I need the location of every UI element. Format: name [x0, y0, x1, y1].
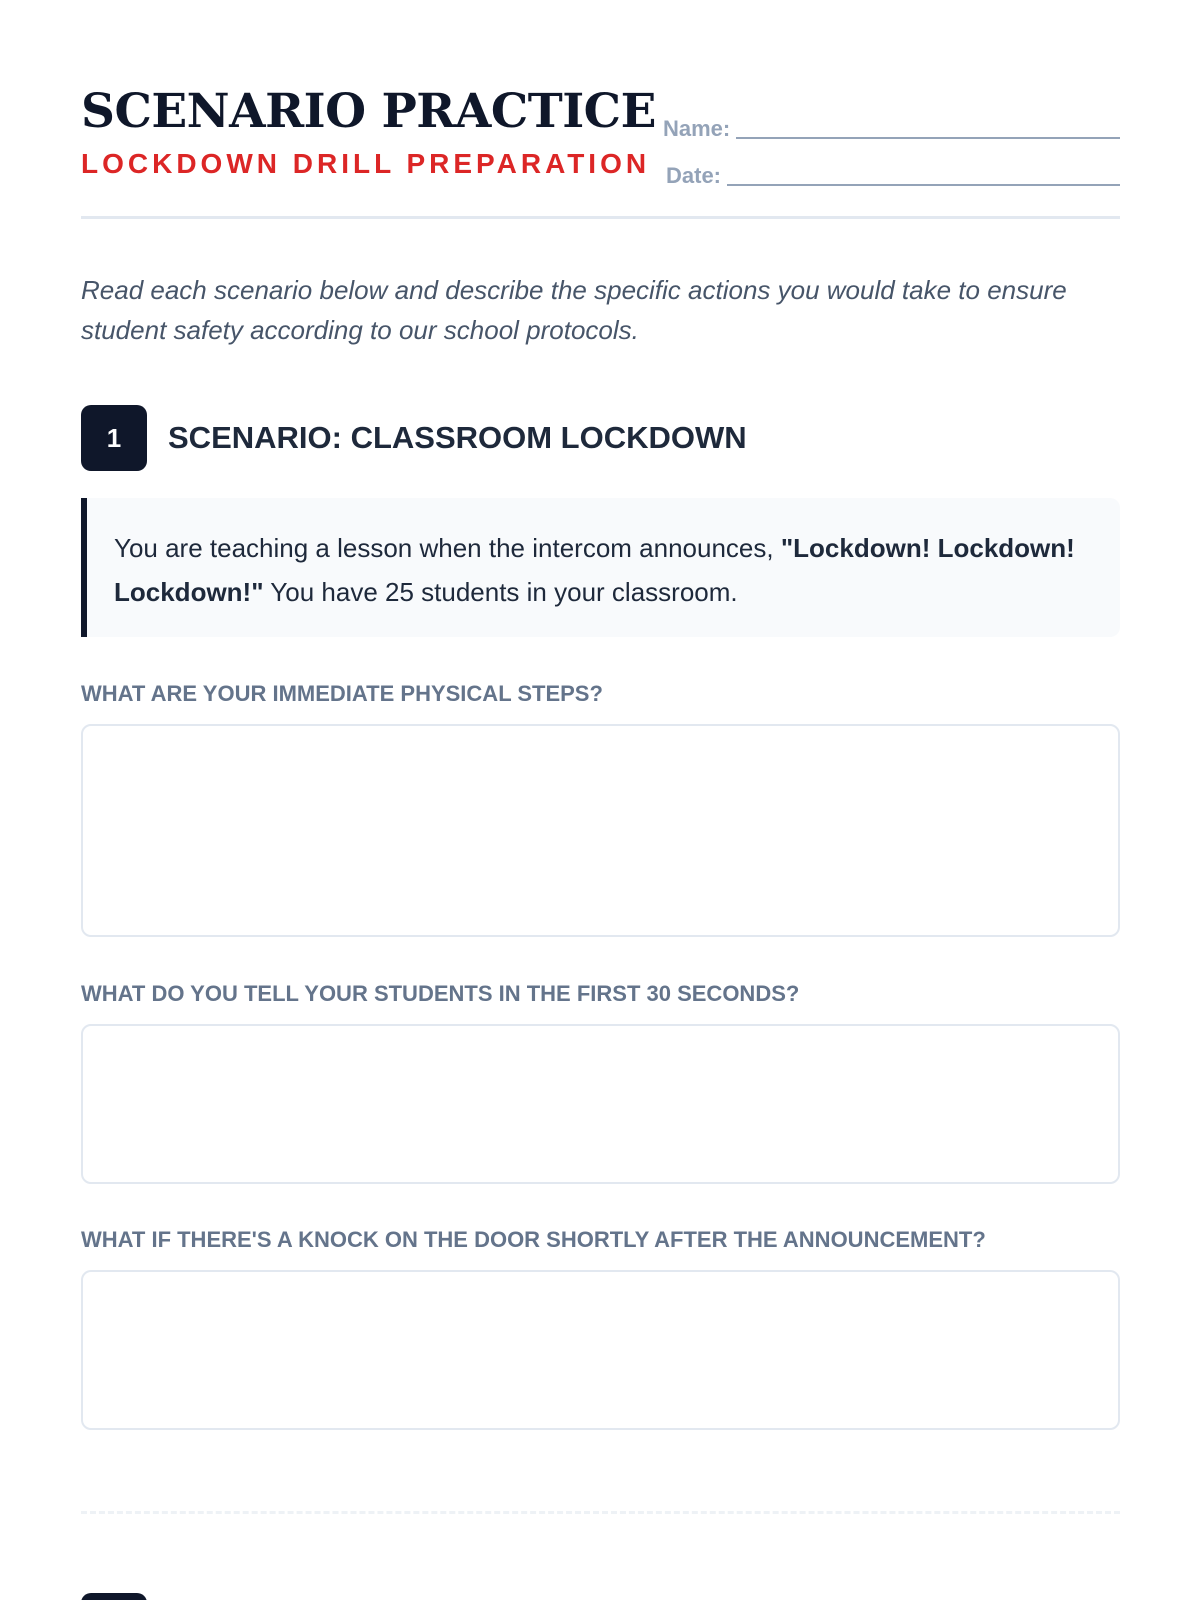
scenario-text-intro: You are teaching a lesson when the intercom announces,: [114, 533, 781, 563]
instructions-text: Read each scenario below and describe the specific actions you would take to ensure student safety according to our school protocols.: [81, 275, 1067, 345]
scenario-number-badge: 1: [81, 405, 147, 471]
question-2-answer-box[interactable]: [81, 1024, 1120, 1184]
name-field[interactable]: [663, 108, 1120, 142]
name-line[interactable]: [736, 137, 1120, 139]
question-3-answer-box[interactable]: [81, 1270, 1120, 1430]
question-1-answer-box[interactable]: [81, 724, 1120, 937]
page-subtitle: LOCKDOWN DRILL PREPARATION: [81, 148, 651, 179]
date-line[interactable]: [727, 184, 1120, 186]
scenario-text-detail: You have 25 students in your classroom.: [263, 577, 738, 607]
scenario-text-announcement: "Lockdown! Lockdown! Lockdown!": [114, 533, 1075, 607]
worksheet-header: [81, 82, 1120, 219]
page-title: SCENARIO PRACTICE: [81, 84, 656, 139]
question-2-label: WHAT DO YOU TELL YOUR STUDENTS IN THE FIRST 30 SECONDS?: [81, 981, 800, 1006]
date-field[interactable]: [666, 155, 1120, 189]
question-1-label: WHAT ARE YOUR IMMEDIATE PHYSICAL STEPS?: [81, 681, 603, 706]
date-label: Date:: [666, 163, 722, 188]
section-divider: [81, 1511, 1120, 1514]
scenario-description: [81, 498, 1120, 637]
question-3-label: WHAT IF THERE'S A KNOCK ON THE DOOR SHORTLY AFTER THE ANNOUNCEMENT?: [81, 1227, 986, 1252]
name-label: Name:: [663, 116, 731, 141]
next-scenario-badge: [81, 1593, 147, 1600]
scenario-title: SCENARIO: CLASSROOM LOCKDOWN: [168, 420, 747, 455]
scenario-1-header: [81, 405, 747, 471]
